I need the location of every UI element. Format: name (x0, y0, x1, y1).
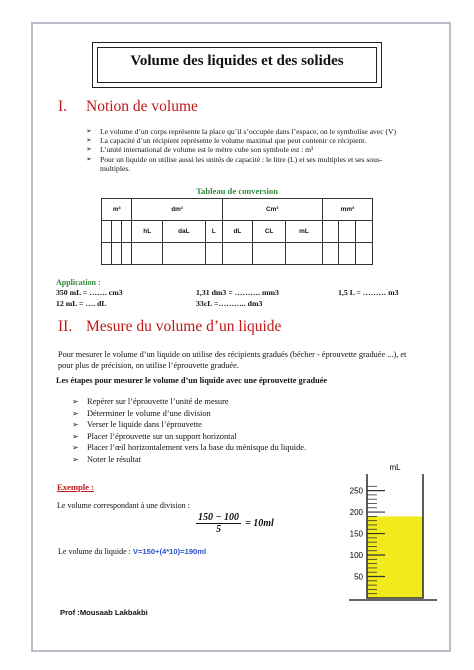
volume-formula: V=150+(4*10)=190ml (132, 547, 207, 556)
header-m3: m³ (102, 199, 132, 221)
notion-bullet: ➢ Pour un liquide on utilise aussi les unités de capacité : le litre (L) et ses multiples et ses sous-multiples. (86, 155, 408, 173)
application-item: 12 mL = …. dL (56, 299, 107, 308)
section-2-heading (58, 318, 281, 336)
unit-cl: CL (253, 221, 286, 243)
fraction-result: = 10ml (245, 518, 274, 529)
table-cell (339, 221, 356, 243)
application-item: 1,5 L = ……… m3 (338, 288, 399, 297)
step-item: ➢ Placer l’œil horizontalement vers la base du ménisque du liquide. (72, 442, 306, 454)
table-cell (112, 243, 122, 265)
fraction-numerator: 150 − 100 (198, 512, 240, 523)
cylinder-label: 200 (349, 508, 363, 518)
application-item: 1,31 dm3 = ………. mm3 (196, 288, 279, 297)
cylinder-unit-label: mL (389, 463, 401, 472)
table-cell (356, 243, 373, 265)
table-cell (253, 243, 286, 265)
author-footer: Prof :Mousaab Lakbakbi (60, 608, 148, 617)
section-1-heading (58, 98, 198, 116)
cylinder-label: 50 (354, 572, 363, 582)
table-cell (102, 243, 112, 265)
application-label: Application : (56, 278, 101, 287)
section-1-number: I. (58, 98, 68, 115)
table-cell (339, 243, 356, 265)
page-title: Volume des liquides et des solides (130, 53, 344, 69)
table-cell (112, 221, 122, 243)
unit-hl: hL (132, 221, 162, 243)
steps-title: Les étapes pour mesurer le volume d’un liquide avec une éprouvette graduée (56, 376, 328, 385)
cylinder-label: 100 (349, 551, 363, 561)
table-cell (205, 243, 222, 265)
example-text: Le volume correspondant à une division : (57, 501, 190, 510)
table-cell (356, 221, 373, 243)
graduated-cylinder (345, 456, 441, 604)
cylinder-label: 150 (349, 529, 363, 539)
table-title: Tableau de conversion (196, 186, 278, 196)
volume-line (58, 547, 206, 556)
notion-bullet: ➢ L’unité international de volume est le mètre cube son symbole est : m³ (86, 145, 408, 154)
section-1-title: Notion de volume (86, 98, 198, 115)
table-header-row (102, 199, 373, 221)
application-item: 350 mL = ……. cm3 (56, 288, 123, 297)
notion-bullet: ➢ La capacité d’un récipient représente le volume maximal que peut contenir ce récipient. (86, 136, 408, 145)
step-item: ➢ Placer l’éprouvette sur un support horizontal (72, 431, 306, 443)
header-mm3: mm³ (322, 199, 372, 221)
table-cell (102, 221, 112, 243)
header-dm3: dm³ (132, 199, 222, 221)
table-cell (122, 243, 132, 265)
volume-prefix: Le volume du liquide : (58, 547, 133, 556)
cylinder-liquid (367, 516, 423, 598)
notion-bullet-list (86, 127, 408, 173)
table-empty-row (102, 243, 373, 265)
table-cell (222, 243, 252, 265)
conversion-table (101, 198, 373, 265)
unit-dl: dL (222, 221, 252, 243)
division-formula (196, 512, 274, 535)
notion-bullet: ➢ Le volume d’un corps représente la place qu’il s’occupée dans l’espace, on le symbolise avec (V) (86, 127, 408, 136)
example-label: Exemple : (57, 482, 94, 492)
step-item: ➢ Déterminer le volume d’une division (72, 408, 306, 420)
application-item: 33cL =……….. dm3 (196, 299, 263, 308)
step-item: ➢ Verser le liquide dans l’éprouvette (72, 419, 306, 431)
unit-dal: daL (162, 221, 205, 243)
steps-list (72, 396, 306, 465)
table-cell (286, 243, 323, 265)
section-2-number: II. (58, 318, 73, 335)
step-item: ➢ Noter le résultat (72, 454, 306, 466)
section-2-title: Mesure du volume d’un liquide (86, 318, 282, 335)
unit-ml: mL (286, 221, 323, 243)
intro-paragraph: Pour mesurer le volume d’un liquide on utilise des récipients gradués (bécher - éprouvette graduée ...), et pour plus de précision, on utilise l’éprouvette graduée. (58, 350, 407, 370)
table-units-row (102, 221, 373, 243)
table-cell (322, 221, 339, 243)
cylinder-label: 250 (349, 486, 363, 496)
fraction (196, 512, 241, 535)
fraction-denominator: 5 (216, 524, 222, 535)
table-cell (122, 221, 132, 243)
step-item: ➢ Repérer sur l’éprouvette l’unité de mesure (72, 396, 306, 408)
header-cm3: Cm³ (222, 199, 322, 221)
table-cell (162, 243, 205, 265)
unit-l: L (205, 221, 222, 243)
table-cell (132, 243, 162, 265)
table-cell (322, 243, 339, 265)
